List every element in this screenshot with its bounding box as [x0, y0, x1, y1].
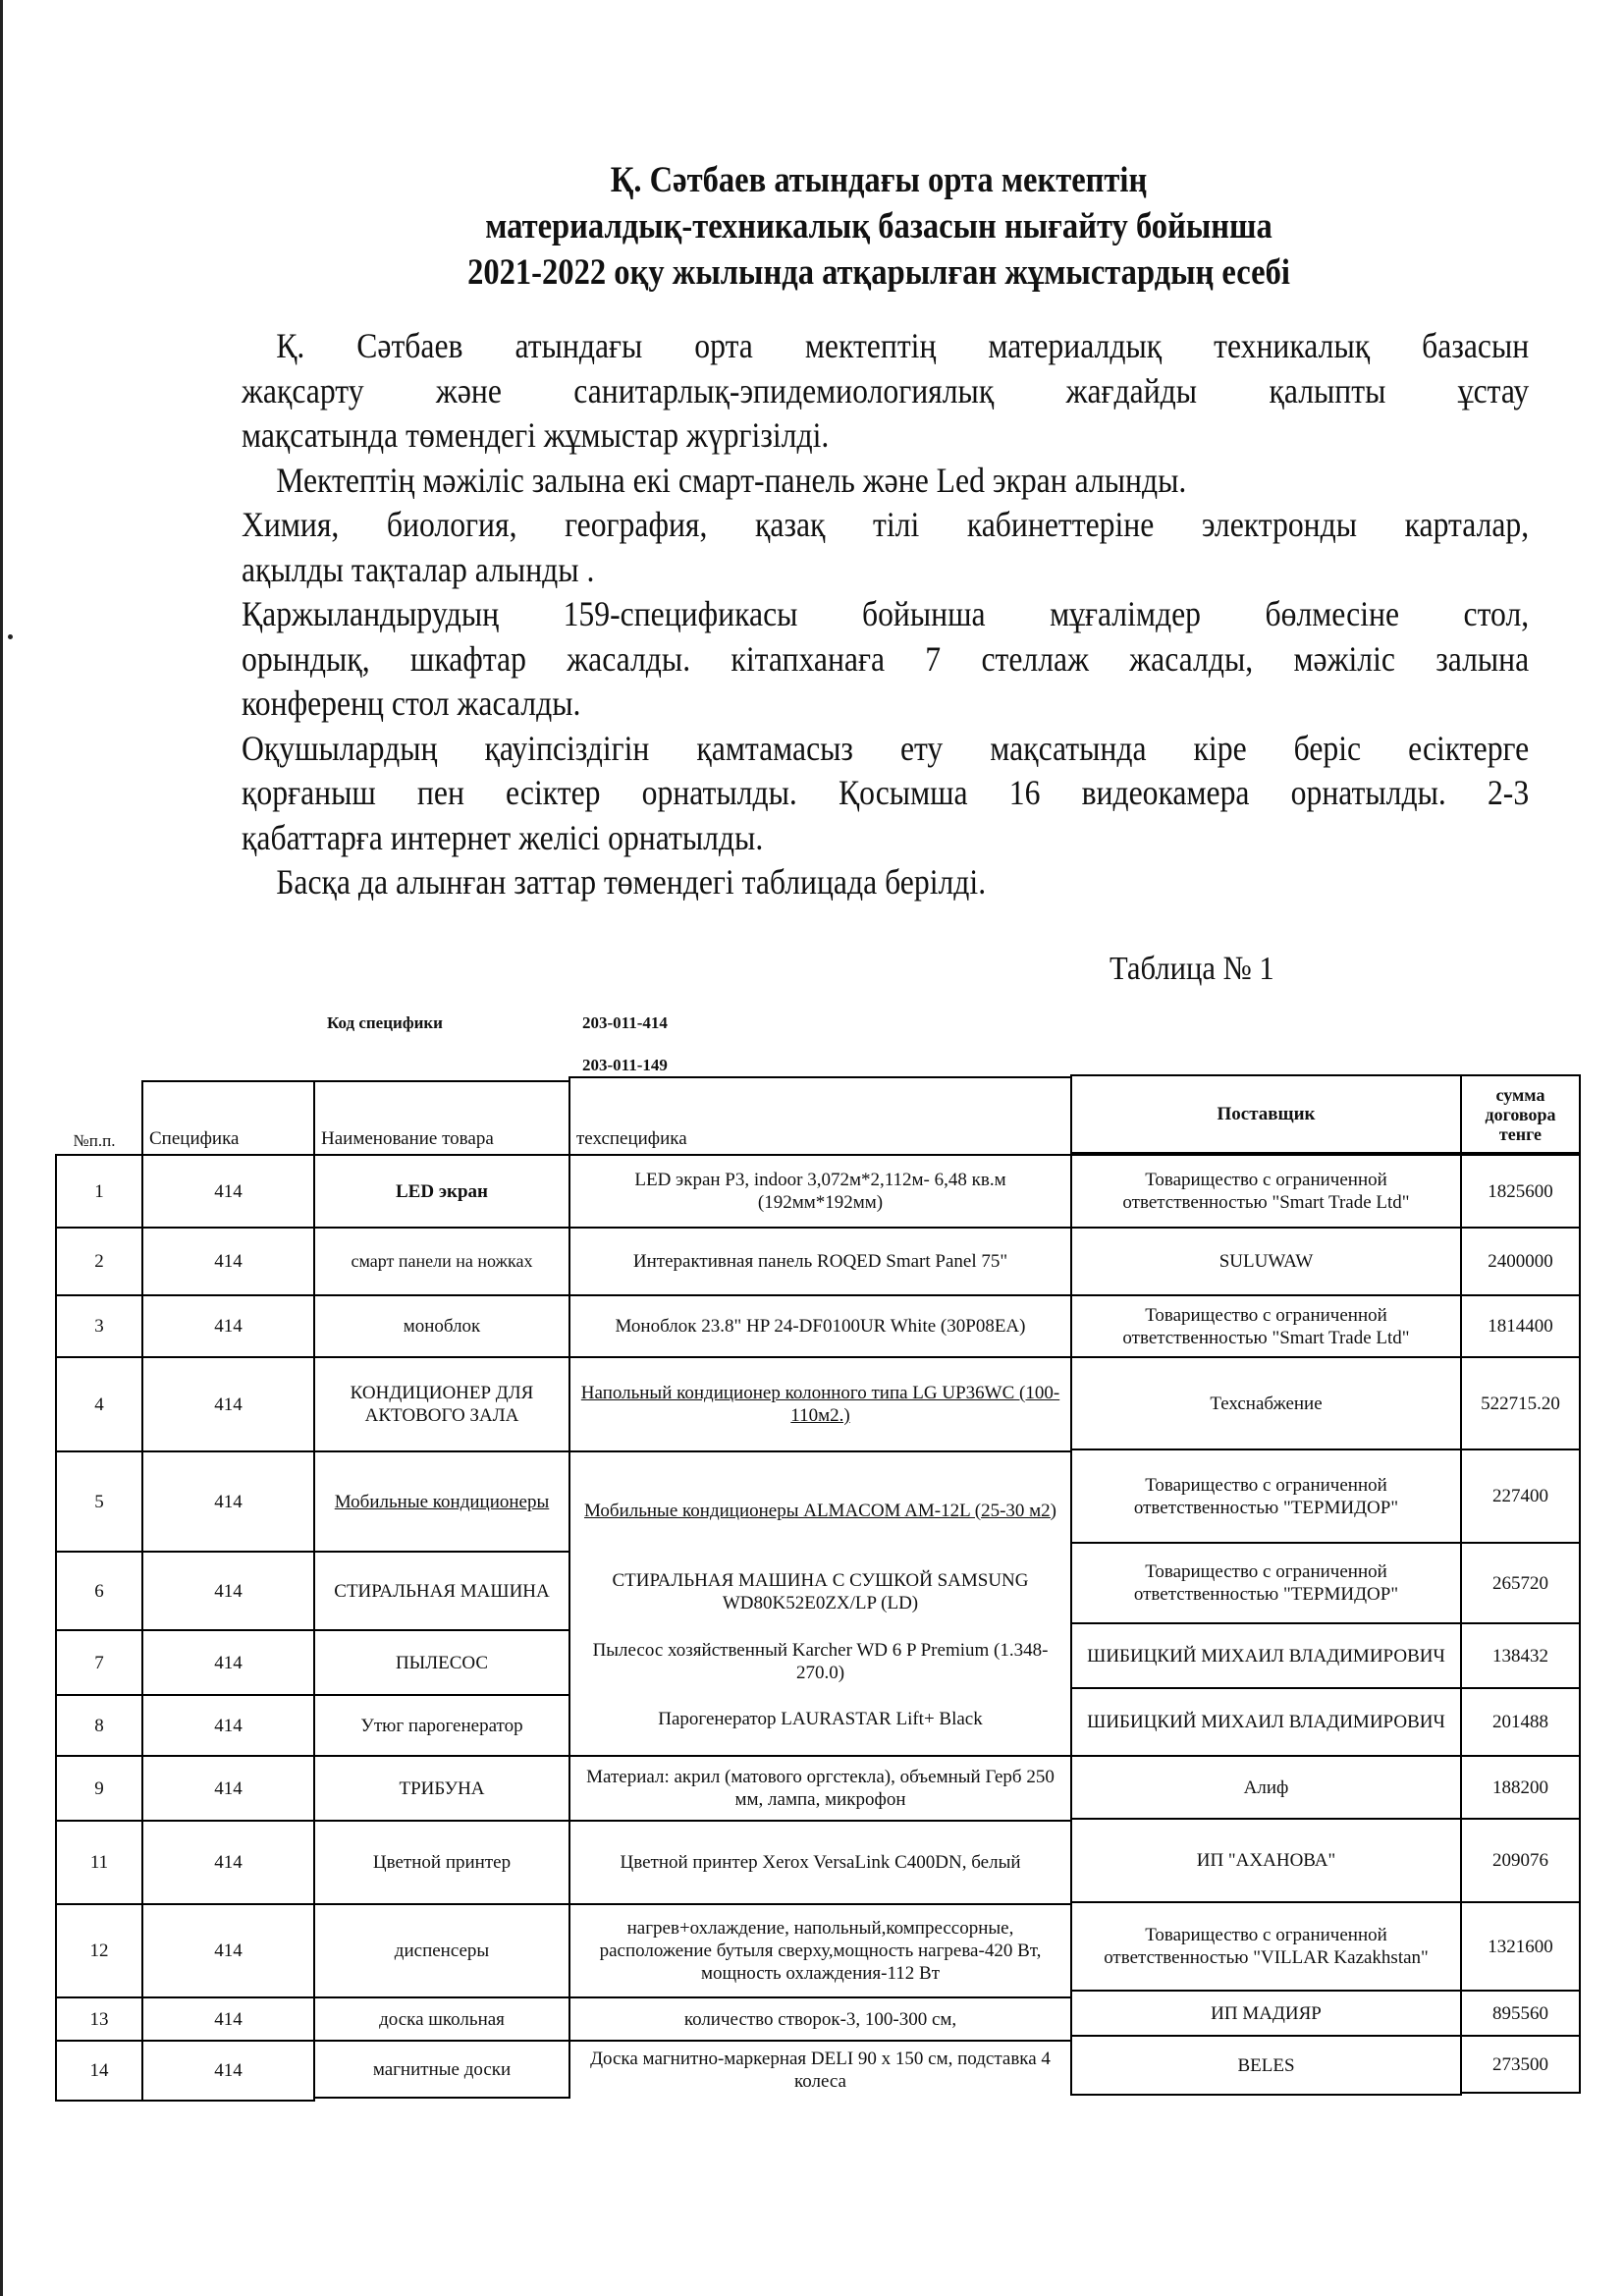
row-14-amount: 273500: [1460, 2035, 1581, 2094]
body-line: конференц стол жасалды.: [242, 683, 581, 723]
document-title: [364, 157, 1392, 296]
row-6-spec: 414: [141, 1551, 315, 1631]
row-3-spec: 414: [141, 1294, 315, 1358]
row-4-spec: 414: [141, 1356, 315, 1452]
row-1-num: 1: [55, 1154, 143, 1229]
body-line: қабаттарға интернет желісі орнатылды.: [242, 817, 764, 857]
row-14-techspec: Доска магнитно-маркерная DELI 90 х 150 см, подставка 4 колеса: [590, 2049, 1051, 2092]
row-5-supplier: Товарищество с ограниченной ответственностью "ТЕРМИДОР": [1070, 1449, 1462, 1544]
row-9-name: ТРИБУНА: [313, 1755, 570, 1822]
row-2-supplier: SULUWAW: [1070, 1227, 1462, 1296]
row-3-techspec: Моноблок 23.8" HP 24-DF0100UR White (30P08EA): [568, 1294, 1072, 1358]
body-line: Химия, биология, география, қазақ тілі кабинеттеріне электронды карталар,: [242, 505, 1530, 544]
row-4-num: 4: [55, 1356, 143, 1452]
row-6-amount: 265720: [1460, 1542, 1581, 1624]
row-8-techspec: Парогенератор LAURASTAR Lift+ Black: [658, 1708, 983, 1729]
row-1-supplier: Товарищество с ограниченной ответственностью "Smart Trade Ltd": [1070, 1154, 1462, 1229]
row-5-name: Мобильные кондиционеры: [313, 1450, 570, 1553]
header-supplier: Поставщик: [1070, 1074, 1462, 1154]
header-amount-line: сумма: [1495, 1084, 1545, 1105]
row-11-spec: 414: [141, 1820, 315, 1905]
scan-edge: [0, 0, 3, 2296]
report-body: [242, 324, 1529, 905]
body-line: мақсатында төмендегі жұмыстар жүргізілді.: [242, 415, 830, 455]
row-5-spec: 414: [141, 1450, 315, 1553]
row-6-techspec: СТИРАЛЬНАЯ МАШИНА С СУШКОЙ SAMSUNG WD80K52E0ZX/LP (LD): [612, 1570, 1029, 1613]
row-7-name: ПЫЛЕСОС: [313, 1629, 570, 1696]
row-2-techspec: Интерактивная панель ROQED Smart Panel 75": [568, 1227, 1072, 1296]
body-line: ақылды тақталар алынды .: [242, 549, 595, 589]
row-14-name: магнитные доски: [313, 2040, 570, 2099]
body-line: қорғаныш пен есіктер орнатылды. Қосымша 16 видеокамера орнатылды. 2-3: [242, 773, 1530, 812]
row-13-amount: 895560: [1460, 1990, 1581, 2037]
row-12-name: диспенсеры: [313, 1903, 570, 1998]
row-1-spec: 414: [141, 1154, 315, 1229]
row-12-spec: 414: [141, 1903, 315, 1998]
body-line: жақсарту және санитарлық-эпидемиологиялық жағдайды қалыпты ұстау: [242, 370, 1530, 410]
row-8-spec: 414: [141, 1694, 315, 1757]
row-8-supplier: ШИБИЦКИЙ МИХАИЛ ВЛАДИМИРОВИЧ: [1070, 1687, 1462, 1757]
row-14-spec: 414: [141, 2040, 315, 2102]
row-11-supplier: ИП "АХАНОВА": [1070, 1818, 1462, 1903]
scan-dot: [8, 634, 13, 639]
row-2-num: 2: [55, 1227, 143, 1296]
row-7-spec: 414: [141, 1629, 315, 1696]
body-line: орындық, шкафтар жасалды. кітапханаға 7 стеллаж жасалды, мәжіліс залына: [242, 638, 1530, 679]
row-5-num: 5: [55, 1450, 143, 1553]
spec-code-label: Код специфики: [327, 1013, 443, 1032]
header-amount-line: тенге: [1498, 1123, 1543, 1144]
body-line: Басқа да алынған заттар төмендегі таблицада берілді.: [276, 862, 987, 902]
row-1-amount: 1825600: [1460, 1154, 1581, 1229]
row-13-spec: 414: [141, 1996, 315, 2042]
row-11-amount: 209076: [1460, 1818, 1581, 1903]
header-num: №п.п.: [73, 1131, 116, 1150]
row-11-techspec: Цветной принтер Xerox VersaLink C400DN, белый: [568, 1820, 1072, 1905]
row-2-spec: 414: [141, 1227, 315, 1296]
row-11-num: 11: [55, 1820, 143, 1905]
row-9-num: 9: [55, 1755, 143, 1822]
row-1-techspec: LED экран P3, indoor 3,072м*2,112м- 6,48 кв.м (192мм*192мм): [568, 1154, 1072, 1229]
title-line-1: Қ. Сәтбаев атындағы орта мектептің: [610, 160, 1148, 200]
row-13-techspec: количество створок-3, 100-300 см,: [568, 1996, 1072, 2042]
row-3-num: 3: [55, 1294, 143, 1358]
row-12-supplier: Товарищество с ограниченной ответственностью "VILLAR Kazakhstan": [1070, 1901, 1462, 1992]
body-line: Мектептің мәжіліс залына екі смарт-панель және Led экран алынды.: [276, 460, 1187, 500]
row-4-amount: 522715.20: [1460, 1356, 1581, 1450]
row-14-num: 14: [55, 2040, 143, 2102]
row-13-supplier: ИП МАДИЯР: [1070, 1990, 1462, 2037]
row-11-name: Цветной принтер: [313, 1820, 570, 1905]
row-4-supplier: Техснабжение: [1070, 1356, 1462, 1450]
row-3-amount: 1814400: [1460, 1294, 1581, 1358]
row-14-supplier: BELES: [1070, 2035, 1462, 2096]
row-7-supplier: ШИБИЦКИЙ МИХАИЛ ВЛАДИМИРОВИЧ: [1070, 1622, 1462, 1689]
row-4-name: КОНДИЦИОНЕР ДЛЯ АКТОВОГО ЗАЛА: [313, 1356, 570, 1452]
row-9-spec: 414: [141, 1755, 315, 1822]
header-amount: [1460, 1074, 1581, 1154]
row-3-supplier: Товарищество с ограниченной ответственностью "Smart Trade Ltd": [1070, 1294, 1462, 1358]
header-name: Наименование товара: [313, 1080, 570, 1156]
row-6-supplier: Товарищество с ограниченной ответственностью "ТЕРМИДОР": [1070, 1542, 1462, 1624]
row-8-name: Утюг парогенератор: [313, 1694, 570, 1757]
row-1-name: LED экран: [313, 1154, 570, 1229]
header-amount-line: договора: [1485, 1104, 1556, 1124]
row-3-name: моноблок: [313, 1294, 570, 1358]
row-13-num: 13: [55, 1996, 143, 2042]
merged-techspec-rows-5-8: [568, 1450, 1072, 1757]
row-4-techspec: Напольный кондиционер колонного типа LG UP36WC (100-110м2.): [568, 1356, 1072, 1452]
body-line: Қ. Сәтбаев атындағы орта мектептің материалдық техникалық базасын: [276, 326, 1530, 365]
row-6-name: СТИРАЛЬНАЯ МАШИНА: [313, 1551, 570, 1631]
row-9-techspec: Материал: акрил (матового оргстекла), объемный Герб 250 мм, лампа, микрофон: [568, 1755, 1072, 1822]
row-7-num: 7: [55, 1629, 143, 1696]
row-7-techspec: Пылесос хозяйственный Karcher WD 6 P Premium (1.348-270.0): [592, 1640, 1049, 1683]
table-label: Таблица № 1: [1110, 951, 1274, 987]
row-13-name: доска школьная: [313, 1996, 570, 2042]
row-12-techspec: нагрев+охлаждение, напольный,компрессорные, расположение бутыля сверху,мощность нагрева-420 Вт, мощность охлаждения-112 Вт: [568, 1903, 1072, 1998]
row-2-amount: 2400000: [1460, 1227, 1581, 1296]
header-techspec: техспецифика: [568, 1076, 1072, 1156]
row-2-name: смарт панели на ножках: [313, 1227, 570, 1296]
row-5-techspec: Мобильные кондиционеры ALMACOM AM-12L (25-30 м2): [583, 1500, 1057, 1521]
row-6-num: 6: [55, 1551, 143, 1631]
body-line: Оқушылардың қауіпсіздігін қамтамасыз ету мақсатында кіре беріс есіктерге: [242, 728, 1530, 768]
row-12-amount: 1321600: [1460, 1901, 1581, 1992]
spec-code-2: 203-011-149: [582, 1056, 668, 1074]
row-12-num: 12: [55, 1903, 143, 1998]
header-spec: Специфика: [141, 1080, 315, 1156]
row-5-amount: 227400: [1460, 1449, 1581, 1544]
row-7-amount: 138432: [1460, 1622, 1581, 1689]
row-8-amount: 201488: [1460, 1687, 1581, 1757]
row-9-supplier: Алиф: [1070, 1755, 1462, 1820]
spec-code-1: 203-011-414: [582, 1013, 668, 1032]
row-8-num: 8: [55, 1694, 143, 1757]
body-line: Қаржыландырудың 159-спецификасы бойынша мұғалімдер бөлмесіне стол,: [242, 594, 1530, 633]
row-9-amount: 188200: [1460, 1755, 1581, 1820]
title-line-3: 2021-2022 оқу жылында атқарылған жұмыстардың есебі: [467, 252, 1290, 293]
title-line-2: материалдық-техникалық базасын нығайту бойынша: [485, 206, 1272, 246]
